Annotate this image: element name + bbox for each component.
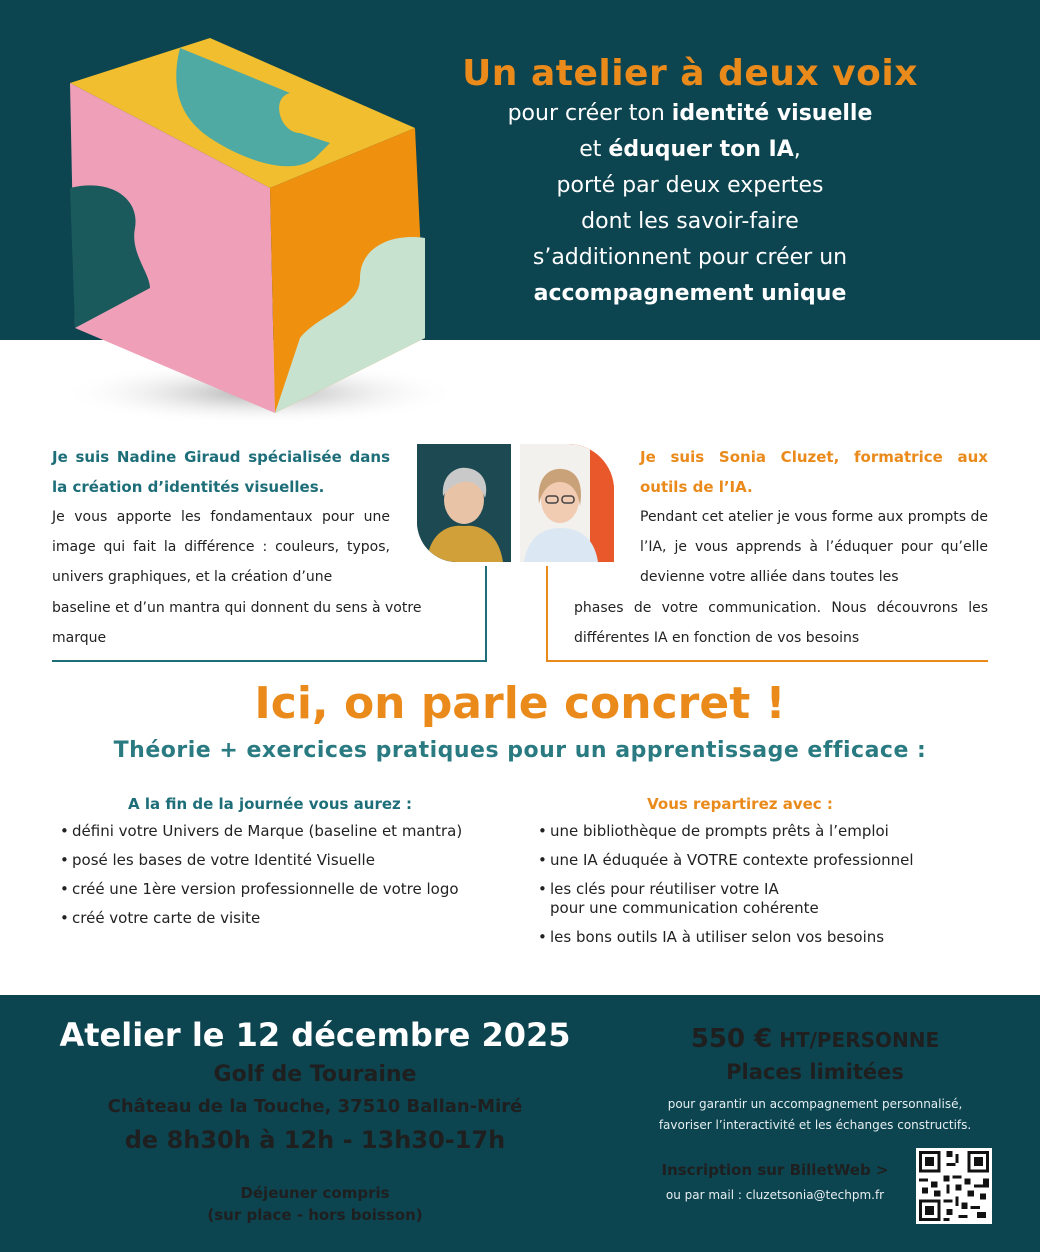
divider-right-vertical [546, 566, 548, 662]
puzzle-cube-illustration [30, 38, 450, 438]
takeaways-heading: Vous repartirez avec : [647, 795, 833, 813]
takeaways-list [538, 822, 998, 957]
hero-line-3: porté par deux expertes [556, 173, 824, 198]
hero-line-1: pour créer ton identité visuelle [507, 101, 873, 126]
list-item: • posé les bases de votre Identité Visuelle [60, 851, 375, 869]
list-item: • créé votre carte de visite [60, 909, 261, 927]
signup-link[interactable]: Inscription sur BilletWeb > [661, 1161, 889, 1179]
price: 550 € HT/PERSONNE [690, 1024, 940, 1054]
nadine-intro [52, 442, 450, 592]
sonia-lead: Je suis Sonia Cluzet, formatrice aux outils de l’IA. [640, 448, 988, 496]
list-item: • les bons outils IA à utiliser selon vos besoins [538, 928, 885, 946]
nadine-lead: Je suis Nadine Giraud spécialisée dans la création d’identités visuelles. [52, 448, 390, 496]
sonia-body-continued: phases de votre communication. Nous découvrons les différentes IA en fonction de vos besoins [574, 600, 988, 646]
list-item: • défini votre Univers de Marque (baseline et mantra) [60, 822, 463, 840]
sonia-photo [520, 444, 614, 562]
nadine-body-continued: baseline et d’un mantra qui donnent du sens à votre marque [52, 600, 422, 646]
event-place: Golf de Touraine [213, 1062, 417, 1087]
event-date: Atelier le 12 décembre 2025 [59, 1016, 571, 1054]
qr-code-icon[interactable] [916, 1148, 992, 1224]
sonia-intro [640, 442, 988, 592]
nadine-body: Je vous apporte les fondamentaux pour une image qui fait la différence : couleurs, typos, univers graphiques, et la création d’une [52, 509, 390, 585]
event-address: Château de la Touche, 37510 Ballan-Miré [107, 1096, 523, 1117]
hero-line-5: s’additionnent pour créer un [532, 245, 848, 270]
list-item: • une bibliothèque de prompts prêts à l’emploi [538, 822, 889, 840]
hero-title: Un atelier à deux voix [462, 53, 918, 94]
event-lunch: Déjeuner compris (sur place - hors boisson) [207, 1184, 423, 1224]
contact-mail[interactable]: ou par mail : cluzetsonia@techpm.fr [665, 1188, 885, 1202]
nadine-photo [417, 444, 511, 562]
hero-line-2: et éduquer ton IA, [579, 137, 801, 162]
hero-text [420, 52, 960, 312]
divider-left-vertical [485, 566, 487, 662]
list-item: • les clés pour réutiliser votre IA pour une communication cohérente [538, 880, 819, 917]
divider-left-horizontal [52, 660, 486, 662]
divider-right-horizontal [546, 660, 988, 662]
outcomes-heading: A la fin de la journée vous aurez : [128, 795, 412, 813]
sonia-body: Pendant cet atelier je vous forme aux prompts de l’IA, je vous apprends à l’éduquer pour qu’elle devienne votre alliée dans toutes les [640, 509, 988, 585]
concret-subtitle: Théorie + exercices pratiques pour un apprentissage efficace : [113, 738, 927, 763]
list-item: • une IA éduquée à VOTRE contexte professionnel [538, 851, 914, 869]
hero-line-4: dont les savoir-faire [581, 209, 799, 234]
concret-title: Ici, on parle concret ! [254, 678, 786, 729]
pricing-note: pour garantir un accompagnement personnalisé, favoriser l’interactivité et les échanges constructifs. [658, 1097, 972, 1132]
outcomes-list [60, 822, 510, 938]
event-hours: de 8h30h à 12h - 13h30-17h [124, 1126, 506, 1154]
places-limited: Places limitées [726, 1060, 904, 1084]
list-item: • créé une 1ère version professionnelle de votre logo [60, 880, 459, 898]
hero-line-6: accompagnement unique [533, 281, 847, 306]
